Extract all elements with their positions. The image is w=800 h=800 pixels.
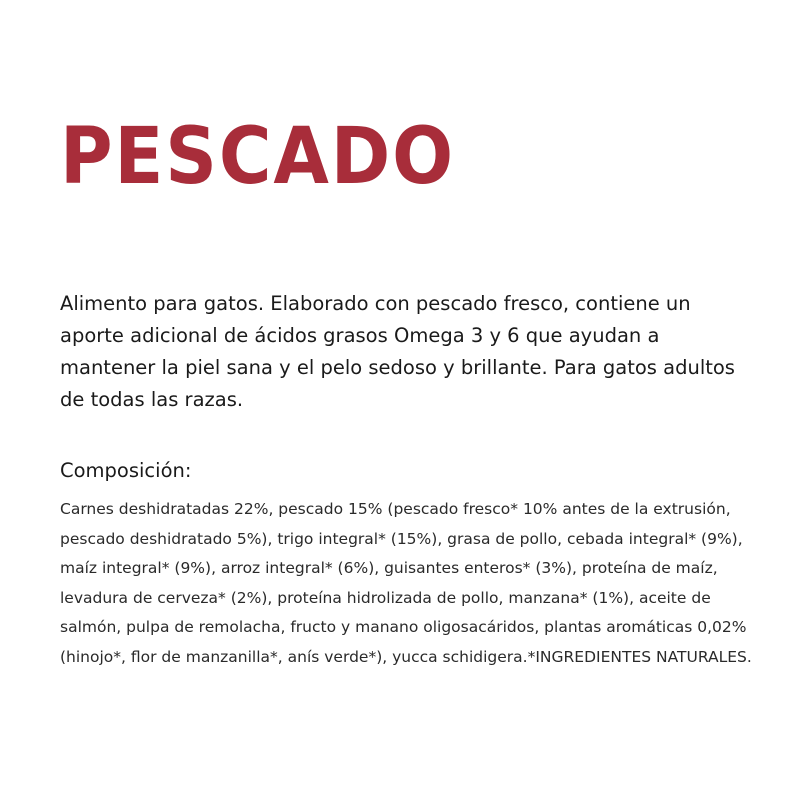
composition-section (60, 455, 770, 672)
product-description: Alimento para gatos. Elaborado con pescado fresco, contiene un aporte adicional de ácidos grasos Omega 3 y 6 que ayudan a mantener la piel sana y el pelo sedoso y brillante. Para gatos adultos de todas las razas. (60, 292, 735, 411)
product-title: PESCADO (60, 112, 455, 202)
composition-heading: Composición: (60, 459, 192, 482)
composition-text: Carnes deshidratadas 22%, pescado 15% (pescado fresco* 10% antes de la extrusión, pescado deshidratado 5%), trigo integral* (15%), grasa de pollo, cebada integral* (9%), maíz integral* (9%), arroz integral* (6%), guisantes enteros* (3%), proteína de maíz, levadura de cerveza* (2%), proteína hidrolizada de pollo, manzana* (1%), aceite de salmón, pulpa de remolacha, fructo y manano oligosacáridos, plantas aromáticas 0,02% (hinojo*, flor de manzanilla*, anís verde*), yucca schidigera.*INGREDIENTES NATURALES. (60, 500, 752, 666)
